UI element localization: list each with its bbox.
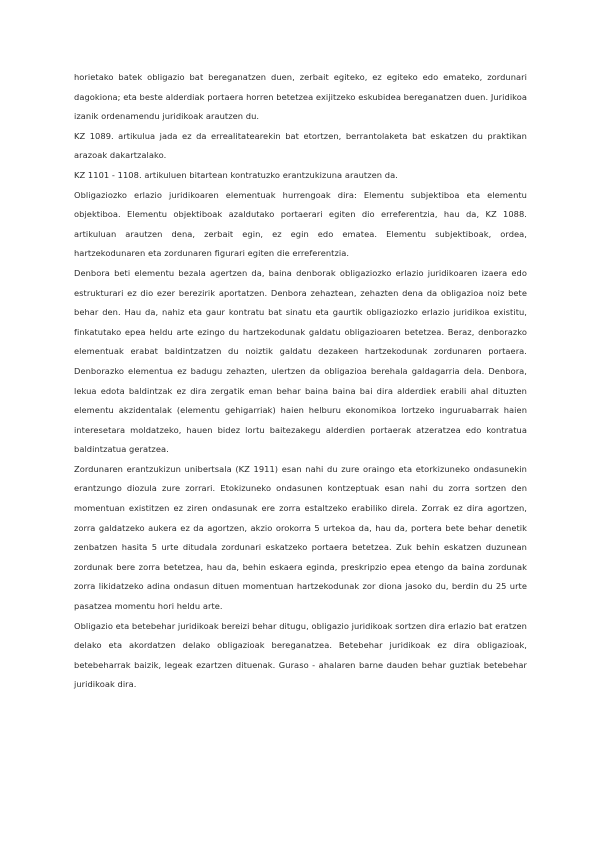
paragraph-3: KZ 1101 - 1108. artikuluen bitartean kontratuzko erantzukizuna arautzen da. xyxy=(74,169,398,180)
paragraph-7: Obligazio eta betebehar juridikoak bereizi behar ditugu, obligazio juridikoak sortzen dira erlazio bat eratzen delako eta akordatzen delako obligazioak bereganatzea. Betebehar juridikoak ez dira obligazioak, betebeharrak baizik, legeak ezartzen dituenak. Guraso - ahalaren barne dauden behar guztiak betebehar juridikoak dira. xyxy=(74,620,527,690)
document-page xyxy=(74,68,527,695)
paragraph-1: horietako batek obligazio bat bereganatzen duen, zerbait egiteko, ez egiteko edo emateko, zordunari dagokiona; eta beste alderdiak portaera horren betetzea exijitzeko eskubidea bereganatzen duen. Juridikoa izanik ordenamendu juridikoak arautzen du. xyxy=(74,72,527,122)
paragraph-2: KZ 1089. artikulua jada ez da errealitatearekin bat etortzen, berrantolaketa bat eskatzen du praktikan arazoak dakartzalako. xyxy=(74,130,527,161)
paragraph-5: Denbora beti elementu bezala agertzen da, baina denborak obligaziozko erlazio juridikoaren izaera edo estrukturari ez dio ezer berezirik aportatzen. Denbora zehaztean, zehazten dena da obligazioa noiz bete behar den. Hau da, nahiz eta gaur kontratu bat sinatu eta gaurtik obligaziozko erlazio juridikoa existitu, finkatutako epea heldu arte ezingo du hartzekodunak galdatu obligazioaren betetzea. Beraz, denborazko elementuak erabat baldintzatzen du noiztik galdatu dezakeen hartzekodunak zordunaren portaera. Denborazko elementua ez badugu zehazten, ulertzen da obligazioa berehala galdagarria dela. Denbora, lekua edota baldintzak ez dira zergatik eman behar baina baina bai dira alderdiek erabili ahal dituzten elementu akzidentalak (elementu gehigarriak) haien helburu ekonomikoa lortzeko inguruabarrak haien interesetara moldatzeko, hauen bidez lortu baitezakegu alderdien portaerak atzeratzea edo kontratua baldintzatua geratzea. xyxy=(74,267,527,455)
paragraph-4: Obligaziozko erlazio juridikoaren elementuak hurrengoak dira: Elementu subjektiboa eta elementu objektiboa. Elementu objektiboak azaldutako portaerari egiten dio erreferentzia, hau da, KZ 1088. artikuluan arautzen dena, zerbait egin, ez egin edo ematea. Elementu subjektiboak, ordea, hartzekodunaren eta zordunaren figurari egiten die erreferentzia. xyxy=(74,189,527,259)
paragraph-6: Zordunaren erantzukizun unibertsala (KZ 1911) esan nahi du zure oraingo eta etorkizuneko ondasunekin erantzungo diozula zure zorrari. Etokizuneko ondasunen kontzeptuak esan nahi du zorra sortzen den momentuan existitzen ez ziren ondasunak ere zorra estaltzeko erabiliko direla. Zorrak ez dira agortzen, zorra galdatzeko aukera ez da agortzen, akzio orokorra 5 urtekoa da, hau da, portera bete behar denetik zenbatzen hasita 5 urte ditudala zordunari eskatzeko portaera betetzea. Zuk behin eskatzen duzunean zordunak bere zorra betetzea, hau da, behin eskaera eginda, preskripzio epea etengo da baina zordunak zorra likidatzeko adina ondasun dituen momentuan hartzekodunak zor diona jasoko du, berdin du 25 urte pasatzea momentu hori heldu arte. xyxy=(74,463,527,612)
